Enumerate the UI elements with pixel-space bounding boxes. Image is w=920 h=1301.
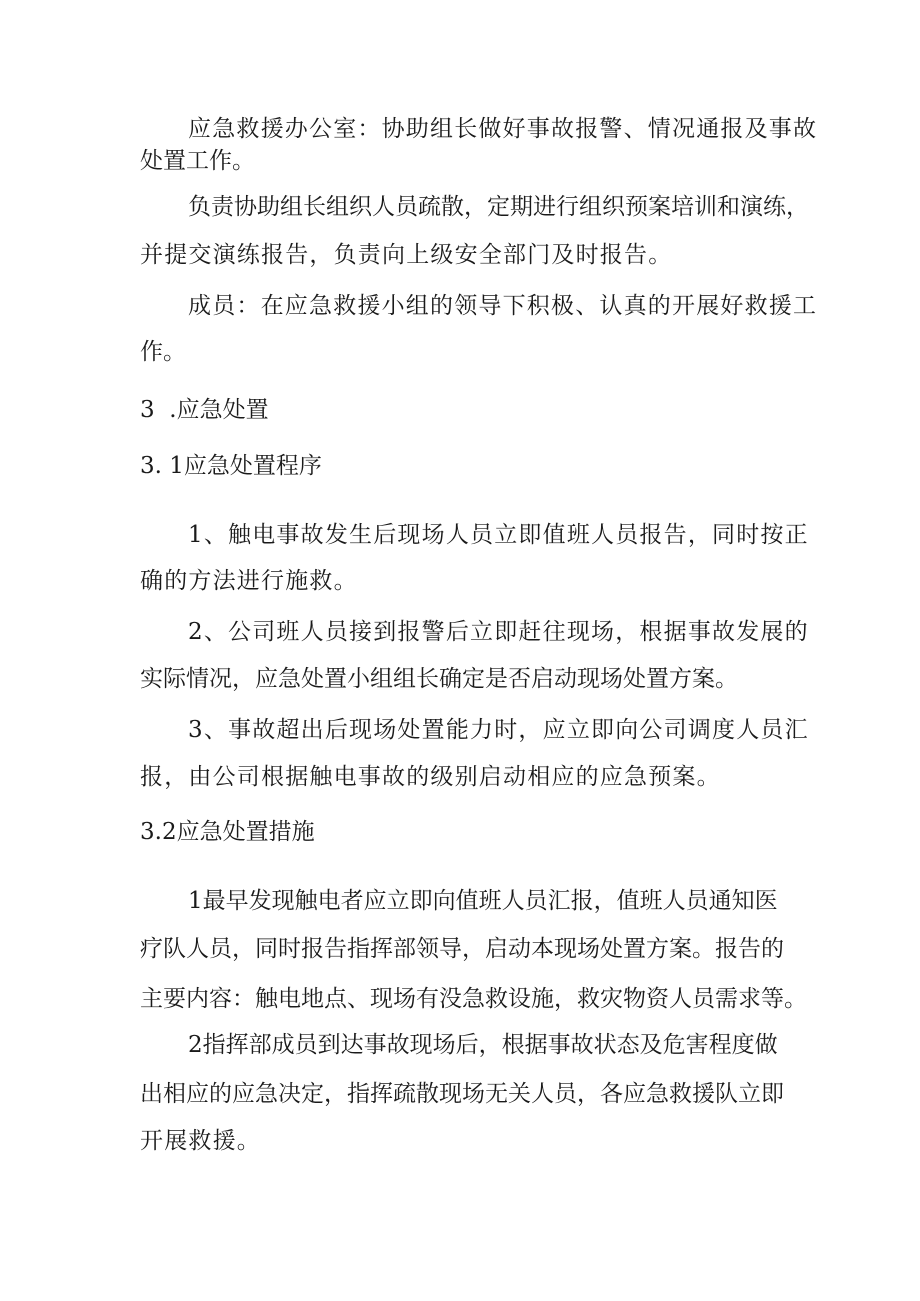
procedure-3-line-2: 报，由公司根据触电事故的级别启动相应的应急预案。 [140, 764, 721, 790]
office-duty-line-1: 应急救援办公室：协助组长做好事故报警、情况通报及事故 [188, 116, 818, 142]
procedure-3-line-1: 3、事故超出后现场处置能力时，应立即向公司调度人员汇 [188, 717, 809, 743]
members-line-2: 作。 [140, 339, 186, 365]
procedure-1-line-1: 1、触电事故发生后现场人员立即值班人员报告，同时按正 [188, 522, 809, 548]
responsibility-line-2: 并提交演练报告，负责向上级安全部门及时报告。 [140, 242, 673, 268]
measure-1-line-2: 疗队人员，同时报告指挥部领导，启动本现场处置方案。报告的 [140, 936, 784, 962]
section-3-1-heading: 3. 1应急处置程序 [140, 453, 322, 479]
measure-1-line-3: 主要内容：触电地点、现场有没急救设施，救灾物资人员需求等。 [140, 986, 807, 1012]
measure-2-line-3: 开展救援。 [140, 1128, 261, 1154]
measure-2-line-2: 出相应的应急决定，指挥疏散现场无关人员，各应急救援队立即 [140, 1081, 784, 1107]
section-3-2-heading: 3.2应急处置措施 [140, 819, 315, 845]
measure-1-line-1: 1最早发现触电者应立即向值班人员汇报，值班人员通知医 [188, 888, 778, 914]
procedure-1-line-2: 确的方法进行施救。 [140, 568, 358, 594]
responsibility-line-1: 负责协助组长组织人员疏散，定期进行组织预案培训和演练， [188, 194, 809, 220]
members-line-1: 成员：在应急救援小组的领导下积极、认真的开展好救援工 [188, 293, 818, 319]
office-duty-line-2: 处置工作。 [140, 148, 255, 174]
procedure-2-line-2: 实际情况，应急处置小组组长确定是否启动现场处置方案。 [140, 666, 738, 692]
procedure-2-line-1: 2、公司班人员接到报警后立即赶往现场，根据事故发展的 [188, 619, 809, 645]
measure-2-line-1: 2指挥部成员到达事故现场后，根据事故状态及危害程度做 [188, 1032, 778, 1058]
section-3-heading: 3 .应急处置 [140, 397, 269, 423]
